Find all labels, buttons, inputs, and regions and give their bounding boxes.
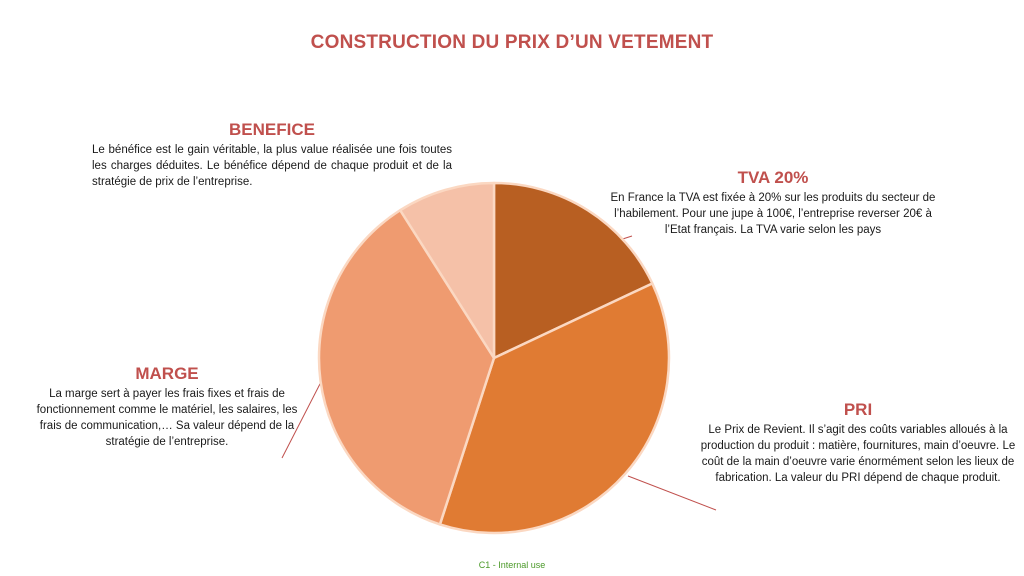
- tva-annotation: [606, 168, 940, 238]
- marge-description: La marge sert à payer les frais fixes et frais de fonctionnement comme le matériel, les salaires, les frais de communication,… Sa valeur dépend de la stratégie de l’entreprise.: [36, 388, 298, 448]
- pri-annotation: [700, 400, 1016, 486]
- footer-classification: C1 - Internal use: [478, 560, 546, 570]
- pri-description: Le Prix de Revient. Il s’agit des coûts variables alloués à la production du produit : matière, fournitures, main d’oeuvre. Le coût de la main d’oeuvre varie énormément selon les lieux de fabrication. La valeur du PRI dépend de chaque produit.: [700, 424, 1016, 484]
- tva-heading: TVA 20%: [737, 168, 809, 187]
- marge-heading: MARGE: [135, 364, 199, 383]
- chart-title: CONSTRUCTION DU PRIX D’UN VETEMENT: [310, 32, 714, 53]
- benefice-description: Le bénéfice est le gain véritable, la plus value réalisée une fois toutes les charges déduites. Le bénéfice dépend de chaque produit et de la stratégie de prix de l’entreprise.: [92, 144, 452, 188]
- tva-description: En France la TVA est fixée à 20% sur les produits du secteur de l’habilement. Pour une jupe à 100€, l’entreprise reverser 20€ à l’Etat français. La TVA varie selon les pays: [610, 192, 936, 236]
- benefice-heading: BENEFICE: [229, 120, 315, 139]
- benefice-annotation: [92, 120, 452, 190]
- pri-heading: PRI: [843, 400, 873, 419]
- marge-annotation: [36, 364, 298, 450]
